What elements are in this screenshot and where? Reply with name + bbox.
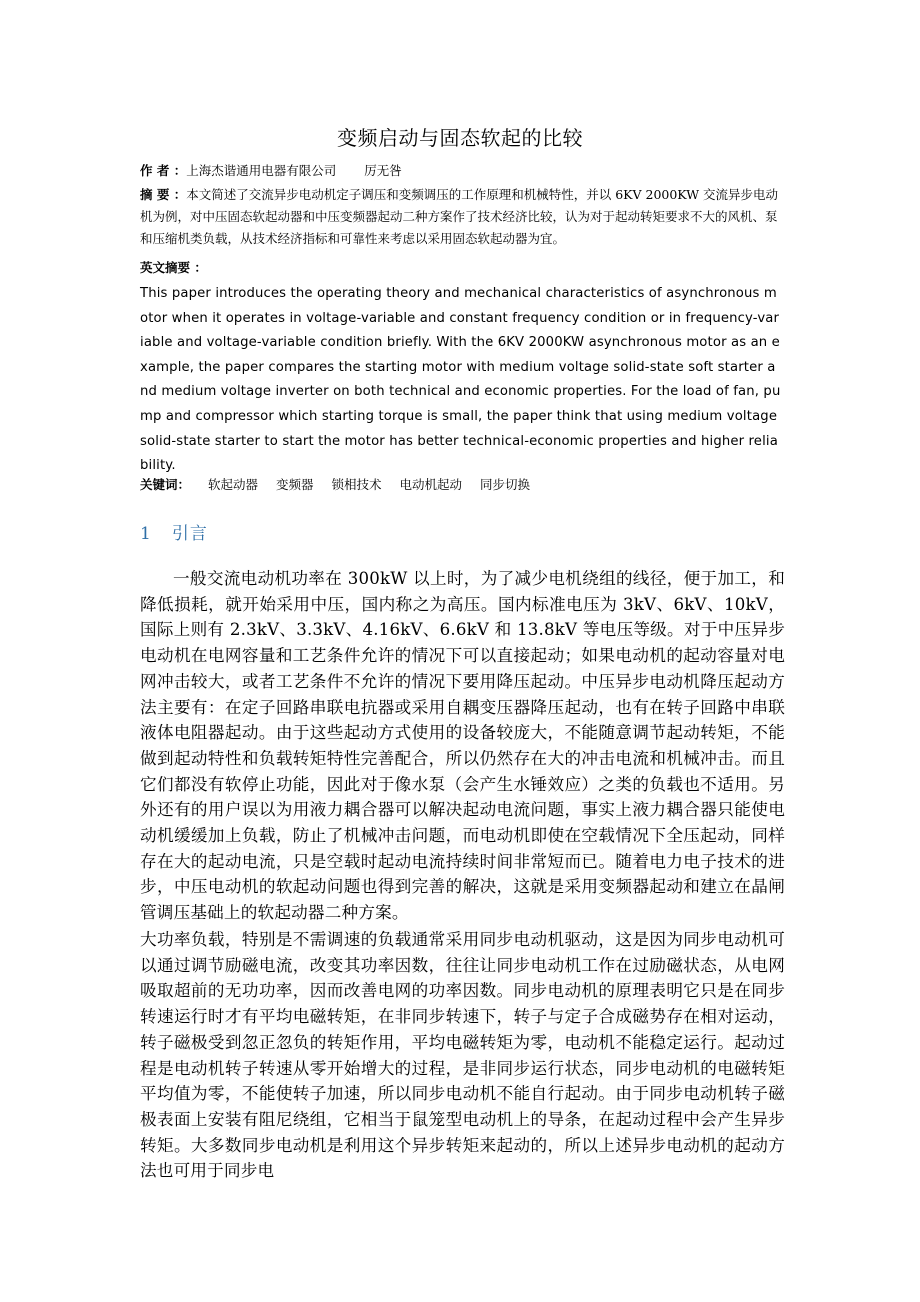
- body-paragraph: 大功率负载，特别是不需调速的负载通常采用同步电动机驱动，这是因为同步电动机可以通过调节励磁电流，改变其功率因数，往往让同步电动机工作在过励磁状态，从电网吸取超前的无功功率，因而改善电网的功率因数。同步电动机的原理表明它只是在同步转速运行时才有平均电磁转矩，在非同步转速下，转子与定子合成磁势存在相对运动，转子磁极受到忽正忽负的转矩作用，平均电磁转矩为零，电动机不能稳定运行。起动过程是电动机转子转速从零开始增大的过程，是非同步运行状态，同步电动机的电磁转矩平均值为零，不能使转子加速，所以同步电动机不能自行起动。由于同步电动机转子磁极表面上安装有阻尼绕组，它相当于鼠笼型电动机上的导条，在起动过程中会产生异步转矩。大多数同步电动机是利用这个异步转矩来起动的，所以上述异步电动机的起动方法也可用于同步电: [140, 930, 785, 1181]
- author-organization: 上海杰谐通用电器有限公司: [186, 163, 337, 178]
- abstract-label: 摘 要 ：: [140, 187, 187, 202]
- author-label: 作 者 ：: [140, 163, 187, 178]
- keyword-item: 变频器: [276, 477, 314, 492]
- author-name: 厉无咎: [364, 163, 402, 178]
- section-title: 引言: [171, 524, 208, 544]
- author-line: [140, 160, 785, 182]
- keyword-item: 同步切换: [480, 477, 531, 492]
- abstract: [140, 184, 785, 250]
- keyword-item: 软起动器: [208, 477, 259, 492]
- keyword-item: 电动机起动: [399, 477, 463, 492]
- document-title: 变频启动与固态软起的比较: [337, 126, 583, 150]
- english-abstract-text: This paper introduces the operating theory and mechanical characteristics of asynchronous motor when it operates in voltage-variable and constant frequency condition or in frequency-variable and voltage-variable condition briefly. With the 6KV 2000KW asynchronous motor as an example, the paper compares the starting motor with medium voltage solid-state soft starter and medium voltage inverter on both technical and economic properties. For the load of fan, pump and compressor which starting torque is small, the paper think that using medium voltage solid-state starter to start the motor has better technical-economic properties and higher reliability.: [140, 286, 781, 474]
- abstract-text: 本文简述了交流异步电动机定子调压和变频调压的工作原理和机械特性，并以 6KV 2000KW 交流异步电动机为例，对中压固态软起动器和中压变频器起动二种方案作了技术经济比较，认为对于起动转矩要求不大的风机、泵和压缩机类负载，从技术经济指标和可靠性来考虑以采用固态软起动器为宜。: [140, 187, 779, 246]
- keywords-label: 关键词：: [140, 477, 191, 492]
- body-paragraph: 一般交流电动机功率在 300kW 以上时，为了减少电机绕组的线径，便于加工，和降低损耗，就开始采用中压，国内称之为高压。国内标准电压为 3kV、6kV、10kV，国际上则有 2.3kV、3.3kV、4.16kV、6.6kV 和 13.8kV 等电压等级。对于中压异步电动机在电网容量和工艺条件允许的情况下可以直接起动；如果电动机的起动容量对电网冲击较大，或者工艺条件不允许的情况下要用降压起动。中压异步电动机降压起动方法主要有：在定子回路串联电抗器或采用自耦变压器降压起动，也有在转子回路中串联液体电阻器起动。由于这些起动方式使用的设备较庞大，不能随意调节起动转矩，不能做到起动特性和负载转矩特性完善配合，所以仍然存在大的冲击电流和机械冲击。而且它们都没有软停止功能，因此对于像水泵（会产生水锤效应）之类的负载也不适用。另外还有的用户误以为用液力耦合器可以解决起动电流问题，事实上液力耦合器只能使电动机缓缓加上负载，防止了机械冲击问题，而电动机即使在空载情况下全压起动，同样存在大的起动电流，只是空载时起动电流持续时间非常短而已。随着电力电子技术的进步，中压电动机的软起动问题也得到完善的解决，这就是采用变频器起动和建立在晶闸管调压基础上的软起动器二种方案。: [140, 569, 785, 923]
- english-abstract-label: 英文摘要 ：: [140, 260, 207, 275]
- section-heading: [140, 519, 208, 544]
- keywords-line: [140, 474, 785, 496]
- keyword-item: 锁相技术: [331, 477, 382, 492]
- section-number: 1: [140, 524, 152, 544]
